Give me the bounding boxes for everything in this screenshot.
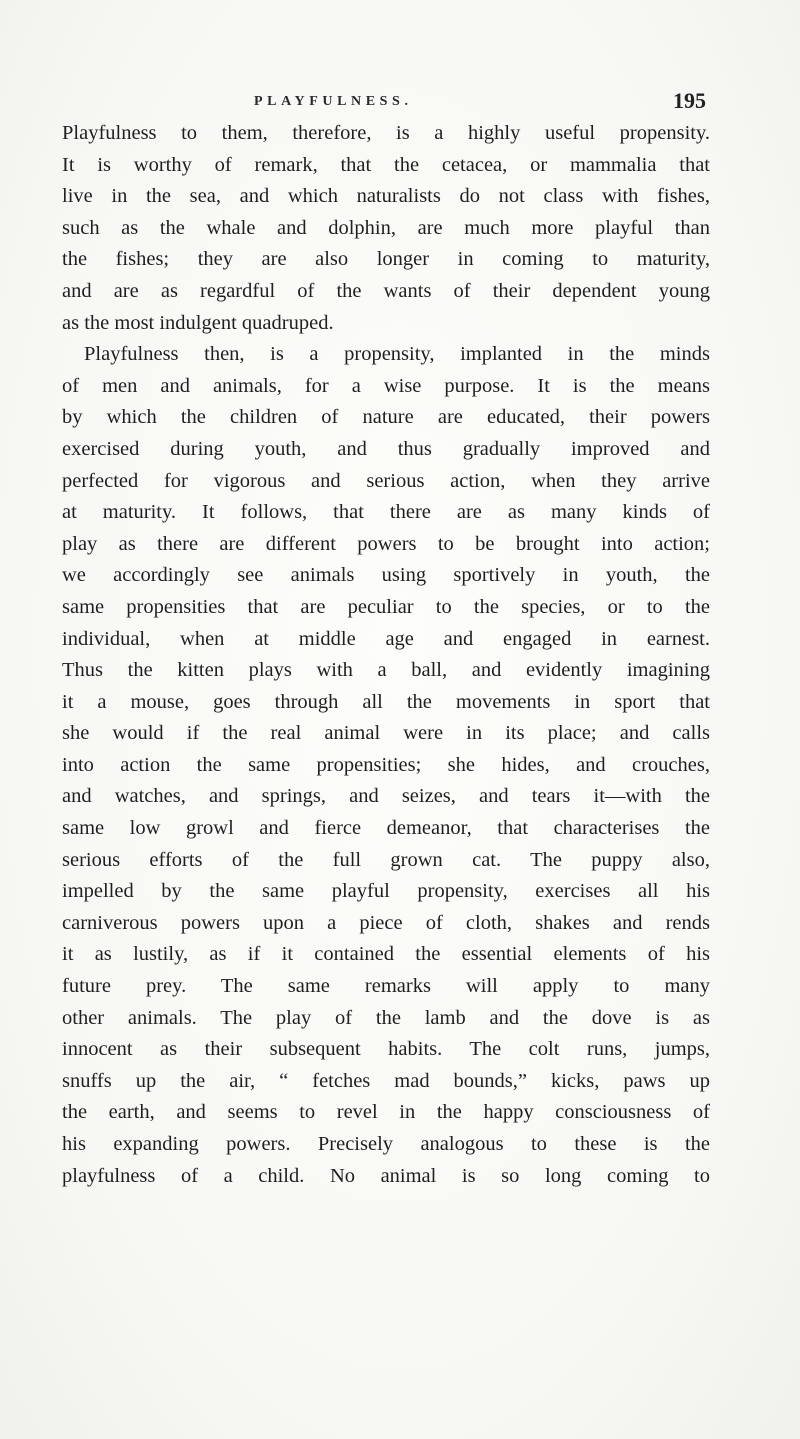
text-line: of men and animals, for a wise purpose. It is the means: [62, 374, 710, 397]
text-line: and are as regardful of the wants of their dependent young: [62, 279, 710, 302]
text-line: future prey. The same remarks will apply to many: [62, 975, 710, 998]
text-line: and watches, and springs, and seizes, and tears it—with the: [62, 785, 710, 808]
text-line: playfulness of a child. No animal is so long coming to: [62, 1164, 710, 1187]
text-line: she would if the real animal were in its place; and calls: [62, 722, 710, 745]
text-line: It is worthy of remark, that the cetacea, or mammalia that: [62, 153, 710, 176]
body-text: [62, 118, 710, 1192]
text-line: Playfulness then, is a propensity, implanted in the minds: [84, 343, 710, 366]
running-head: PLAYFULNESS.: [254, 94, 413, 109]
text-line: other animals. The play of the lamb and the dove is as: [62, 1006, 710, 1029]
text-line: such as the whale and dolphin, are much more playful than: [62, 216, 710, 239]
page-number: 195: [673, 88, 706, 113]
text-line: his expanding powers. Precisely analogous to these is the: [62, 1133, 710, 1155]
text-line: innocent as their subsequent habits. The colt runs, jumps,: [62, 1038, 710, 1061]
text-line: Thus the kitten plays with a ball, and evidently imagining: [62, 659, 710, 682]
text-line: serious efforts of the full grown cat. The puppy also,: [62, 848, 710, 871]
text-line: it a mouse, goes through all the movements in sport that: [62, 690, 710, 713]
text-line: carniverous powers upon a piece of cloth, shakes and rends: [62, 911, 710, 934]
text-line: the earth, and seems to revel in the happy consciousness of: [62, 1101, 710, 1124]
text-line: at maturity. It follows, that there are as many kinds of: [62, 501, 710, 524]
text-line: the fishes; they are also longer in coming to maturity,: [62, 248, 710, 271]
text-line: perfected for vigorous and serious action, when they arrive: [62, 469, 710, 492]
text-line: into action the same propensities; she hides, and crouches,: [62, 753, 710, 776]
text-line: Playfulness to them, therefore, is a highly useful propensity.: [62, 122, 710, 144]
text-line: snuffs up the air, “ fetches mad bounds,” kicks, paws up: [62, 1069, 710, 1092]
text-line: impelled by the same playful propensity, exercises all his: [62, 880, 710, 903]
text-line: play as there are different powers to be brought into action;: [62, 532, 710, 555]
text-line: by which the children of nature are educated, their powers: [62, 406, 710, 429]
page-header: [254, 88, 706, 114]
text-line: individual, when at middle age and engaged in earnest.: [62, 627, 710, 650]
text-line: as the most indulgent quadruped.: [62, 311, 334, 334]
text-line: we accordingly see animals using sportively in youth, the: [62, 564, 710, 587]
text-line: live in the sea, and which naturalists do not class with fishes,: [62, 185, 710, 208]
text-line: it as lustily, as if it contained the essential elements of his: [62, 943, 710, 966]
text-line: same propensities that are peculiar to the species, or to the: [62, 595, 710, 618]
text-line: exercised during youth, and thus gradually improved and: [62, 437, 710, 460]
text-line: same low growl and fierce demeanor, that characterises the: [62, 817, 710, 840]
